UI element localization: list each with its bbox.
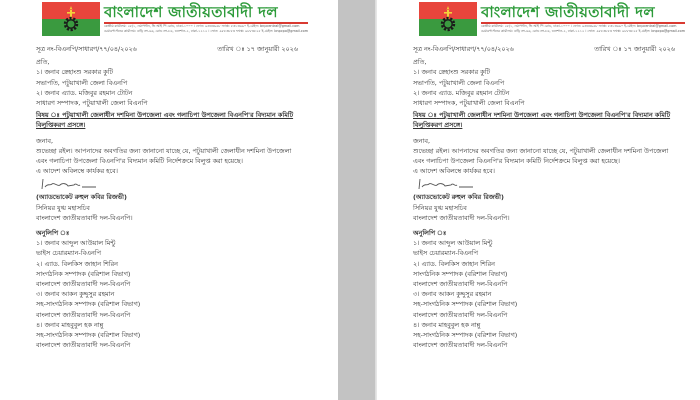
signatory-name: (অ্যাডভোকেট রুহুল কবির রিজভী) bbox=[36, 193, 127, 202]
cc-name: ২। এ্যাড. বিলকিস জাহান শিরিন bbox=[36, 259, 118, 268]
cc-detail: সাংগঠনিক সম্পাদক (বরিশাল বিভাগ) bbox=[413, 269, 508, 278]
letterhead bbox=[419, 2, 685, 36]
address-line: চেয়ারপার্সনের কার্যালয়: বাড়ি নং-৬৬, রোড নং-৮৬, গুলশান-২, ঢাকা-১২১২ । ফোন: ৯৮৮৩৮৫৩ ফ্যাক্স: ৯৮৮৩৮২৫ ই-মেইল: bnpcpo@gmail.com bbox=[104, 29, 308, 33]
closing-line: এ আদেশ অবিলম্বে কার্যকর হবে। bbox=[413, 167, 495, 176]
signatory-org: বাংলাদেশ জাতীয়তাবাদী দল-বিএনপি। bbox=[36, 213, 133, 222]
party-name: বাংলাদেশ জাতীয়তাবাদী দল bbox=[104, 3, 278, 21]
letter-copy-right bbox=[376, 0, 700, 400]
subject-line bbox=[413, 110, 675, 130]
cc-name: ২। এ্যাড. বিলকিস জাহান শিরিন bbox=[413, 259, 495, 268]
letterhead bbox=[42, 2, 308, 36]
letter-body bbox=[36, 44, 298, 350]
signatory-title: সিনিয়র যুগ্ম মহাসচিব bbox=[413, 203, 467, 212]
cc-detail: বাংলাদেশ জাতীয়তাবাদী দল-বিএনপি bbox=[36, 310, 131, 319]
subject-line bbox=[36, 110, 298, 130]
recipient-name: ১। জনাব স্নেহাংশু সরকার কুটি bbox=[413, 68, 490, 77]
cc-detail: বাংলাদেশ জাতীয়তাবাদী দল-বিএনপি bbox=[413, 310, 508, 319]
bnp-logo-icon bbox=[419, 2, 477, 36]
cc-detail: সহ-সাংগঠনিক সম্পাদক (বরিশাল বিভাগ) bbox=[413, 331, 518, 340]
cc-name: ১। জনাব আব্দুল আউয়াল মিন্টু bbox=[36, 239, 116, 248]
address-line: চেয়ারপার্সনের কার্যালয়: বাড়ি নং-৬৬, রোড নং-৮৬, গুলশান-২, ঢাকা-১২১২ । ফোন: ৯৮৮৩৮৫৩ ফ্যাক্স: ৯৮৮৩৮২৫ ই-মেইল: bnpcpo@gmail.com bbox=[481, 29, 685, 33]
cc-detail: বাংলাদেশ জাতীয়তাবাদী দল-বিএনপি bbox=[36, 341, 131, 350]
subject-label: বিষয় ঃ bbox=[36, 111, 60, 120]
cc-detail: সহ-সাংগঠনিক সম্পাদক (বরিশাল বিভাগ) bbox=[36, 300, 141, 309]
recipient-title: সভাপতি, পটুয়াখালী জেলা বিএনপি bbox=[413, 78, 505, 87]
body-paragraph: শুভেচ্ছা রইল। আপনাদের অবগতির জন্য জানানো যাচ্ছে যে, পটুয়াখালী জেলাধীন দশমিনা উপজেলা এবং গলাচিপা উপজেলা বিএনপি'র বিদ্যমান কমিটি নির্দেশক্রমে বিলুপ্ত করা হয়েছে। bbox=[413, 146, 669, 166]
address-line: কেন্দ্রীয় কার্যালয়: ২৮/১, নয়াপল্টন, ভি আই পি রোড, ঢাকা-১০০০ । ফোন: ৯৩৩৩৬৬৮ ফ্যাক্স: ৮৩১৩৬৬০ ই-মেইল: bnpcentral@gmail.com bbox=[481, 24, 677, 28]
letter-copy-left bbox=[0, 0, 338, 400]
to-label: প্রতি, bbox=[413, 58, 427, 67]
closing-line: এ আদেশ অবিলম্বে কার্যকর হবে। bbox=[36, 167, 118, 176]
recipient-name: ১। জনাব স্নেহাংশু সরকার কুটি bbox=[36, 68, 113, 77]
signatory-name: (অ্যাডভোকেট রুহুল কবির রিজভী) bbox=[413, 193, 504, 202]
recipient-name: ২। জনাব এ্যাড. মজিবুর রহমান টোটন bbox=[413, 88, 510, 97]
cc-name: ৪। জনাব মাহবুবুল হক নান্নু bbox=[36, 320, 104, 329]
cc-label: অনুলিপি ঃ bbox=[413, 229, 447, 238]
gray-divider bbox=[338, 0, 376, 400]
signatory-title: সিনিয়র যুগ্ম মহাসচিব bbox=[36, 203, 90, 212]
subject-text: পটুয়াখালী জেলাধীন দশমিনা উপজেলা এবং গলাচিপা উপজেলা বিএনপি'র বিদ্যমান কমিটি বিলুপ্তিকরণ প্রসঙ্গে। bbox=[413, 111, 671, 130]
cc-detail: বাংলাদেশ জাতীয়তাবাদী দল-বিএনপি bbox=[413, 280, 508, 289]
cc-detail: বাংলাদেশ জাতীয়তাবাদী দল-বিএনপি bbox=[413, 341, 508, 350]
body-paragraph: শুভেচ্ছা রইল। আপনাদের অবগতির জন্য জানানো যাচ্ছে যে, পটুয়াখালী জেলাধীন দশমিনা উপজেলা এবং গলাচিপা উপজেলা বিএনপি'র বিদ্যমান কমিটি নির্দেশক্রমে বিলুপ্ত করা হয়েছে। bbox=[36, 146, 292, 166]
address-line: কেন্দ্রীয় কার্যালয়: ২৮/১, নয়াপল্টন, ভি আই পি রোড, ঢাকা-১০০০ । ফোন: ৯৩৩৩৬৬৮ ফ্যাক্স: ৮৩১৩৬৬০ ই-মেইল: bnpcentral@gmail.com bbox=[104, 24, 300, 28]
cc-detail: ভাইস চেয়ারম্যান-বিএনপি bbox=[413, 249, 478, 258]
cc-detail: সাংগঠনিক সম্পাদক (বরিশাল বিভাগ) bbox=[36, 269, 131, 278]
cc-name: ৪। জনাব মাহবুবুল হক নান্নু bbox=[413, 320, 481, 329]
subject-text: পটুয়াখালী জেলাধীন দশমিনা উপজেলা এবং গলাচিপা উপজেলা বিএনপি'র বিদ্যমান কমিটি বিলুপ্তিকরণ প্রসঙ্গে। bbox=[36, 111, 294, 130]
memo-number: সূত্র নং-বিএনপি/সাধারণ/৭৭/০৪/২০২৬ bbox=[413, 45, 514, 53]
recipient-title: সভাপতি, পটুয়াখালী জেলা বিএনপি bbox=[36, 78, 128, 87]
signature bbox=[36, 176, 298, 192]
cc-detail: সহ-সাংগঠনিক সম্পাদক (বরিশাল বিভাগ) bbox=[413, 300, 518, 309]
cc-detail: বাংলাদেশ জাতীয়তাবাদী দল-বিএনপি bbox=[36, 280, 131, 289]
party-name: বাংলাদেশ জাতীয়তাবাদী দল bbox=[481, 3, 655, 21]
subject-label: বিষয় ঃ bbox=[413, 111, 437, 120]
bnp-logo-icon bbox=[42, 2, 100, 36]
letter-date: তারিখ ঃ ১৭ জানুয়ারী ২০২৬ bbox=[217, 45, 298, 53]
cc-detail: ভাইস চেয়ারম্যান-বিএনপি bbox=[36, 249, 101, 258]
signatory-org: বাংলাদেশ জাতীয়তাবাদী দল-বিএনপি। bbox=[413, 213, 510, 222]
letter-body bbox=[413, 44, 675, 350]
cc-name: ১। জনাব আব্দুল আউয়াল মিন্টু bbox=[413, 239, 493, 248]
recipient-title: সাধারণ সম্পাদক, পটুয়াখালী জেলা বিএনপি bbox=[36, 99, 148, 108]
salutation: জনাব, bbox=[36, 136, 53, 145]
recipient-title: সাধারণ সম্পাদক, পটুয়াখালী জেলা বিএনপি bbox=[413, 99, 525, 108]
cc-name: ৩। জনাব আকন কুদ্দুসুর রহমান bbox=[36, 290, 115, 299]
to-label: প্রতি, bbox=[36, 58, 50, 67]
cc-detail: সহ-সাংগঠনিক সম্পাদক (বরিশাল বিভাগ) bbox=[36, 331, 141, 340]
signature bbox=[413, 176, 675, 192]
memo-number: সূত্র নং-বিএনপি/সাধারণ/৭৭/০৪/২০২৬ bbox=[36, 45, 137, 53]
cc-label: অনুলিপি ঃ bbox=[36, 229, 70, 238]
recipient-name: ২। জনাব এ্যাড. মজিবুর রহমান টোটন bbox=[36, 88, 133, 97]
letter-date: তারিখ ঃ ১৭ জানুয়ারী ২০২৬ bbox=[594, 45, 675, 53]
cc-name: ৩। জনাব আকন কুদ্দুসুর রহমান bbox=[413, 290, 492, 299]
salutation: জনাব, bbox=[413, 136, 430, 145]
